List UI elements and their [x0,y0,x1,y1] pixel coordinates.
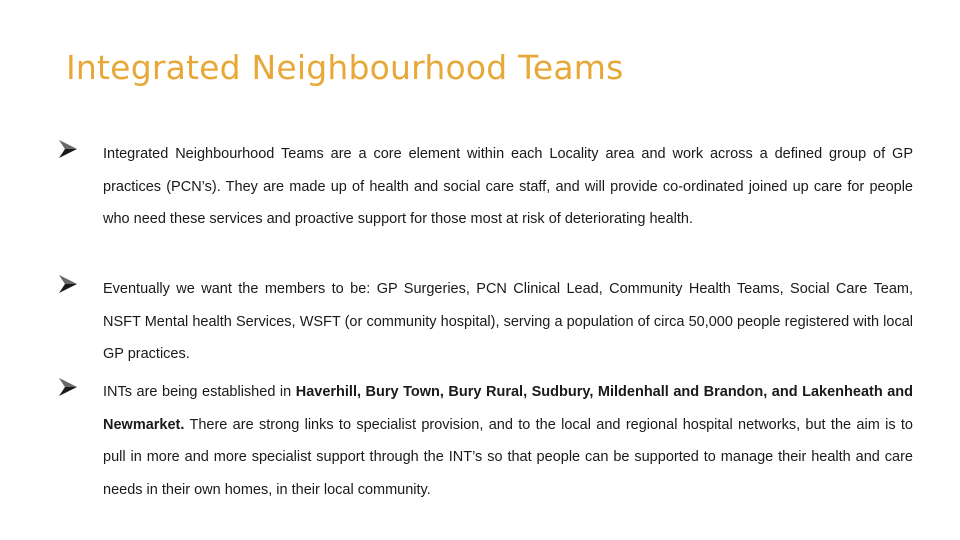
bullet-text: Integrated Neighbourhood Teams are a core element within each Locality area and work across a defined group of GP practices (PCN’s). They are made up of health and social care staff, and will provide co-ordinated joined up care for people who need these services and proactive support for those most at risk of deteriorating health. [103,146,913,227]
bullet-intro-text: INTs are being established in [103,384,296,400]
bullet-item [57,376,913,506]
locality-places-text: Haverhill, Bury Town, Bury Rural, Sudbury, Mildenhall and Brandon, and Lakenheath and Newmarket. [103,384,913,433]
bullet-text [103,376,913,506]
arrow-bullet-icon [57,273,79,295]
bullet-item [57,273,913,371]
arrow-bullet-icon [57,376,79,398]
bullet-rest-text: There are strong links to specialist provision, and to the local and regional hospital networks, but the aim is to pull in more and more specialist support through the INT’s so that people can be supported to manage their health and care needs in their own homes, in their local community. [103,416,913,498]
arrow-bullet-icon [57,138,79,160]
bullet-text: Eventually we want the members to be: GP Surgeries, PCN Clinical Lead, Community Health Teams, Social Care Team, NSFT Mental health Services, WSFT (or community hospital), serving a population of circa 50,000 people registered with local GP practices. [103,281,913,362]
slide-title: Integrated Neighbourhood Teams [66,48,624,87]
bullet-item [57,138,913,236]
